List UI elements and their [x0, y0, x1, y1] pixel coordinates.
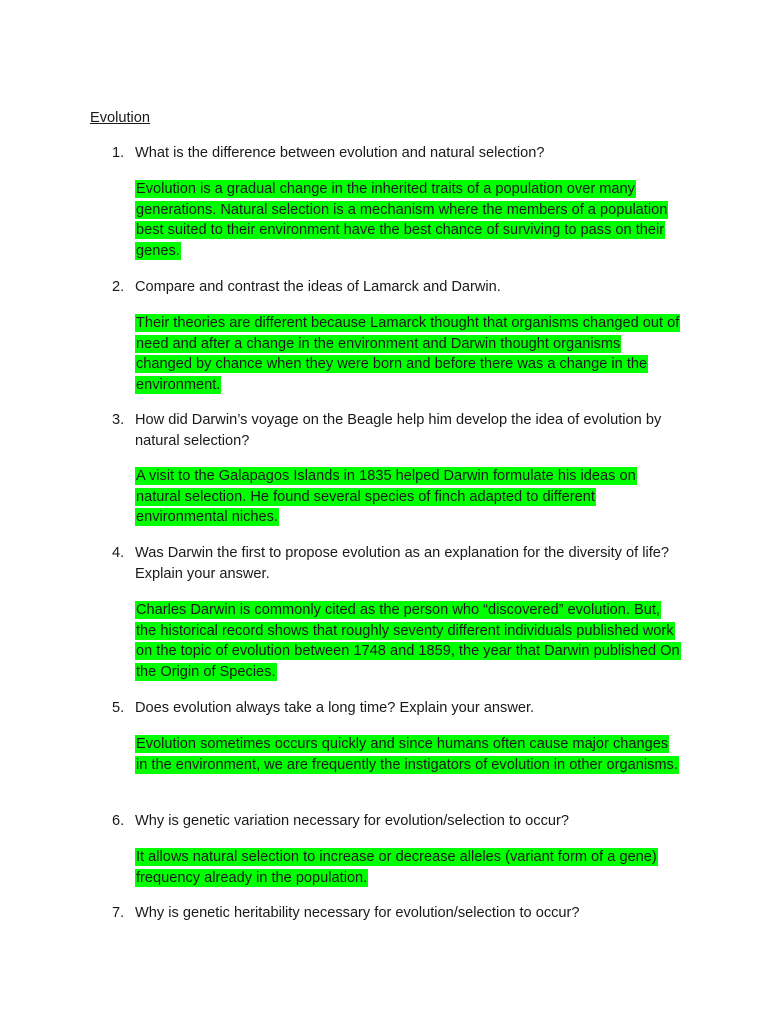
highlighted-answer-text: Evolution is a gradual change in the inherited traits of a population over many generations. Natural selection is a mechanism where the members of a population best suited to their environment have the best chance of surviving to pass on their genes.: [136, 181, 668, 260]
answer-5: [135, 734, 680, 775]
question-number: 1.: [112, 145, 125, 161]
question-text: How did Darwin’s voyage on the Beagle help him develop the idea of evolution by natural selection?: [135, 412, 662, 449]
question-number: 3.: [112, 412, 125, 428]
question-number: 7.: [112, 905, 125, 921]
answer-3: [135, 466, 680, 528]
question-number: 4.: [112, 545, 125, 561]
question-number: 6.: [112, 813, 125, 829]
question-1: [112, 143, 675, 164]
question-4: [112, 543, 675, 585]
highlighted-answer-text: A visit to the Galapagos Islands in 1835 helped Darwin formulate his ideas on natural selection. He found several species of finch adapted to different environmental niches.: [136, 468, 636, 526]
question-5: [112, 698, 675, 719]
question-text: What is the difference between evolution and natural selection?: [135, 145, 545, 161]
question-number: 2.: [112, 279, 125, 295]
highlighted-answer-text: Evolution sometimes occurs quickly and since humans often cause major changes in the environment, we are frequently the instigators of evolution in other organisms.: [136, 736, 678, 773]
question-number: 5.: [112, 700, 125, 716]
question-text: Compare and contrast the ideas of Lamarck and Darwin.: [135, 279, 501, 295]
answer-1: [135, 179, 680, 262]
question-2: [112, 277, 675, 298]
answer-4: [135, 600, 680, 683]
question-7: [112, 903, 675, 924]
question-text: Does evolution always take a long time? Explain your answer.: [135, 700, 535, 716]
highlighted-answer-text: Their theories are different because Lamarck thought that organisms changed out of need and after a change in the environment and Darwin thought organisms changed by chance when they were born and before there was a change in the environment.: [136, 315, 680, 394]
question-6: [112, 811, 675, 832]
question-3: [112, 410, 675, 452]
question-text: Why is genetic variation necessary for evolution/selection to occur?: [135, 813, 569, 829]
document-title: Evolution: [90, 110, 151, 126]
highlighted-answer-text: It allows natural selection to increase or decrease alleles (variant form of a gene) frequency already in the population.: [136, 849, 657, 886]
answer-6: [135, 847, 680, 888]
highlighted-answer-text: Charles Darwin is commonly cited as the person who “discovered” evolution. But, the historical record shows that roughly seventy different individuals published work on the topic of evolution between 1748 and 1859, the year that Darwin published On the Origin of Species.: [136, 602, 680, 681]
question-text: Why is genetic heritability necessary for evolution/selection to occur?: [135, 905, 580, 921]
question-text: Was Darwin the first to propose evolution as an explanation for the diversity of life? Explain your answer.: [135, 545, 670, 582]
answer-2: [135, 313, 680, 396]
